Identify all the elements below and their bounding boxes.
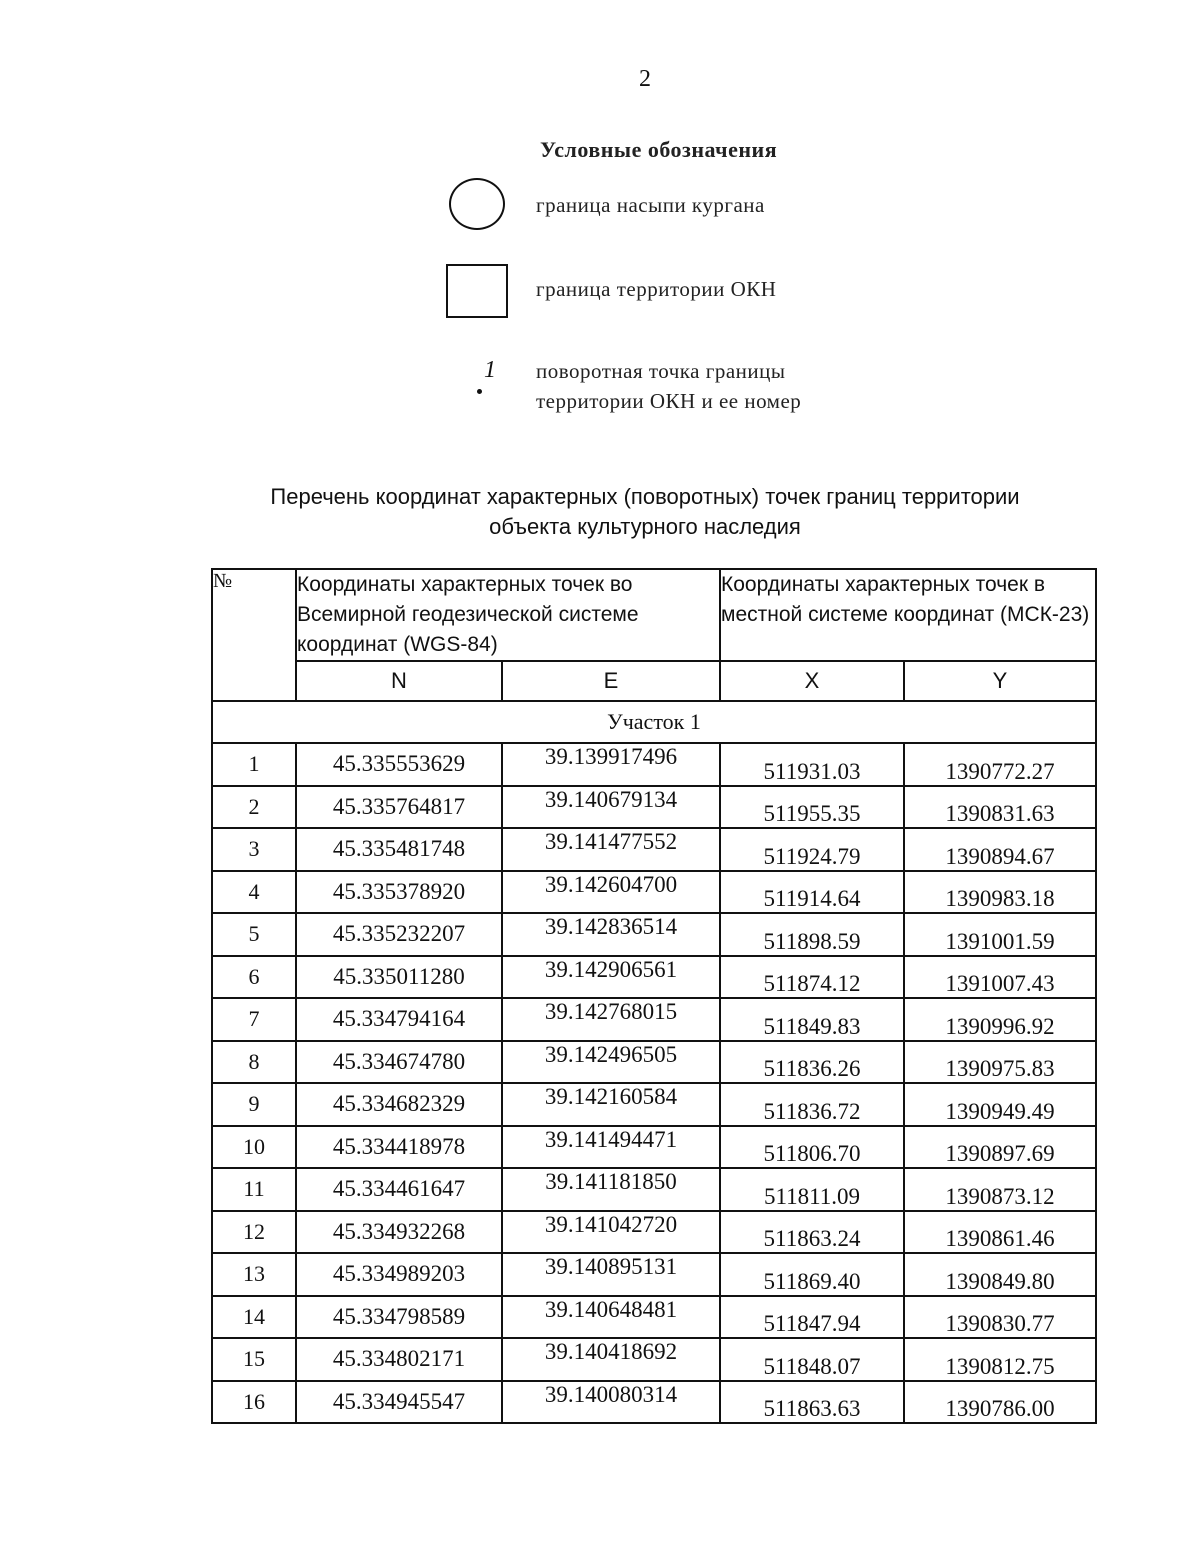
coord-x: 511849.83 bbox=[720, 998, 904, 1041]
row-number: 1 bbox=[212, 743, 296, 786]
coord-n: 45.334989203 bbox=[296, 1253, 502, 1296]
row-number: 11 bbox=[212, 1168, 296, 1211]
coord-y: 1391001.59 bbox=[904, 913, 1096, 956]
point-icon bbox=[477, 389, 482, 394]
coord-e: 39.142768015 bbox=[502, 998, 720, 1041]
coord-e: 39.141181850 bbox=[502, 1168, 720, 1211]
row-number: 2 bbox=[212, 786, 296, 829]
row-number: 15 bbox=[212, 1338, 296, 1381]
coord-y: 1390772.27 bbox=[904, 743, 1096, 786]
table-row bbox=[212, 1126, 1096, 1169]
caption-line1: Перечень координат характерных (поворотных) точек границ территории bbox=[270, 484, 1020, 509]
coord-e: 39.141042720 bbox=[502, 1211, 720, 1254]
header-e: E bbox=[502, 661, 720, 701]
coord-n: 45.334802171 bbox=[296, 1338, 502, 1381]
row-number: 8 bbox=[212, 1041, 296, 1084]
coord-y: 1390849.80 bbox=[904, 1253, 1096, 1296]
coord-n: 45.334932268 bbox=[296, 1211, 502, 1254]
table-row bbox=[212, 998, 1096, 1041]
table-row bbox=[212, 1041, 1096, 1084]
coord-n: 45.334461647 bbox=[296, 1168, 502, 1211]
coord-e: 39.140679134 bbox=[502, 786, 720, 829]
coord-n: 45.335011280 bbox=[296, 956, 502, 999]
caption-line2: объекта культурного наследия bbox=[489, 514, 801, 539]
coordinates-table bbox=[211, 568, 1097, 1424]
section-label: Участок 1 bbox=[212, 701, 1096, 743]
legend-label-mound: граница насыпи кургана bbox=[536, 193, 765, 217]
table-row bbox=[212, 743, 1096, 786]
row-number: 13 bbox=[212, 1253, 296, 1296]
row-number: 6 bbox=[212, 956, 296, 999]
coord-y: 1390873.12 bbox=[904, 1168, 1096, 1211]
coord-y: 1390949.49 bbox=[904, 1083, 1096, 1126]
circle-icon bbox=[449, 178, 505, 230]
coord-n: 45.335232207 bbox=[296, 913, 502, 956]
table-row bbox=[212, 913, 1096, 956]
table-row bbox=[212, 786, 1096, 829]
row-number: 9 bbox=[212, 1083, 296, 1126]
coord-y: 1390812.75 bbox=[904, 1338, 1096, 1381]
coord-e: 39.142604700 bbox=[502, 871, 720, 914]
coord-n: 45.334682329 bbox=[296, 1083, 502, 1126]
table-row bbox=[212, 1083, 1096, 1126]
coord-y: 1390897.69 bbox=[904, 1126, 1096, 1169]
coord-x: 511924.79 bbox=[720, 828, 904, 871]
header-n: N bbox=[296, 661, 502, 701]
table-row bbox=[212, 1211, 1096, 1254]
table-row bbox=[212, 1296, 1096, 1339]
coord-y: 1390975.83 bbox=[904, 1041, 1096, 1084]
coord-y: 1390786.00 bbox=[904, 1381, 1096, 1424]
coord-y: 1390996.92 bbox=[904, 998, 1096, 1041]
header-wgs: Координаты характерных точек во Всемирной геодезической системе координат (WGS-84) bbox=[296, 569, 720, 661]
table-row bbox=[212, 871, 1096, 914]
table-row bbox=[212, 1168, 1096, 1211]
header-num: № bbox=[212, 569, 296, 701]
coord-n: 45.334798589 bbox=[296, 1296, 502, 1339]
coord-e: 39.140648481 bbox=[502, 1296, 720, 1339]
row-number: 5 bbox=[212, 913, 296, 956]
coord-n: 45.335553629 bbox=[296, 743, 502, 786]
coord-x: 511931.03 bbox=[720, 743, 904, 786]
coord-y: 1390831.63 bbox=[904, 786, 1096, 829]
coord-e: 39.140080314 bbox=[502, 1381, 720, 1424]
table-row bbox=[212, 1381, 1096, 1424]
coord-y: 1390830.77 bbox=[904, 1296, 1096, 1339]
header-msk: Координаты характерных точек в местной системе координат (МСК-23) bbox=[720, 569, 1096, 661]
page-number: 2 bbox=[639, 66, 651, 92]
row-number: 3 bbox=[212, 828, 296, 871]
row-number: 12 bbox=[212, 1211, 296, 1254]
coord-e: 39.142906561 bbox=[502, 956, 720, 999]
coord-y: 1390983.18 bbox=[904, 871, 1096, 914]
table-row bbox=[212, 1253, 1096, 1296]
coord-x: 511869.40 bbox=[720, 1253, 904, 1296]
coord-x: 511847.94 bbox=[720, 1296, 904, 1339]
coord-x: 511955.35 bbox=[720, 786, 904, 829]
header-y: Y bbox=[904, 661, 1096, 701]
legend-label-territory: граница территории ОКН bbox=[536, 277, 777, 301]
point-number: 1 bbox=[484, 357, 496, 383]
coord-y: 1390861.46 bbox=[904, 1211, 1096, 1254]
coord-x: 511874.12 bbox=[720, 956, 904, 999]
row-number: 4 bbox=[212, 871, 296, 914]
coord-e: 39.142836514 bbox=[502, 913, 720, 956]
row-number: 16 bbox=[212, 1381, 296, 1424]
coord-e: 39.140895131 bbox=[502, 1253, 720, 1296]
row-number: 7 bbox=[212, 998, 296, 1041]
row-number: 10 bbox=[212, 1126, 296, 1169]
coord-x: 511836.26 bbox=[720, 1041, 904, 1084]
legend-label-point-line1: поворотная точка границы bbox=[536, 359, 786, 383]
coord-y: 1390894.67 bbox=[904, 828, 1096, 871]
coord-e: 39.139917496 bbox=[502, 743, 720, 786]
coord-x: 511914.64 bbox=[720, 871, 904, 914]
coord-n: 45.334945547 bbox=[296, 1381, 502, 1424]
coord-x: 511836.72 bbox=[720, 1083, 904, 1126]
coord-n: 45.335481748 bbox=[296, 828, 502, 871]
coord-x: 511898.59 bbox=[720, 913, 904, 956]
square-icon bbox=[446, 264, 508, 318]
coord-x: 511848.07 bbox=[720, 1338, 904, 1381]
table-row bbox=[212, 828, 1096, 871]
coord-n: 45.334674780 bbox=[296, 1041, 502, 1084]
coord-e: 39.141477552 bbox=[502, 828, 720, 871]
coord-n: 45.334794164 bbox=[296, 998, 502, 1041]
coord-n: 45.335764817 bbox=[296, 786, 502, 829]
coord-e: 39.142160584 bbox=[502, 1083, 720, 1126]
legend-title: Условные обозначения bbox=[540, 137, 778, 162]
header-x: X bbox=[720, 661, 904, 701]
row-number: 14 bbox=[212, 1296, 296, 1339]
coord-x: 511811.09 bbox=[720, 1168, 904, 1211]
table-row bbox=[212, 956, 1096, 999]
coord-n: 45.334418978 bbox=[296, 1126, 502, 1169]
coord-e: 39.140418692 bbox=[502, 1338, 720, 1381]
coord-e: 39.142496505 bbox=[502, 1041, 720, 1084]
table-row bbox=[212, 1338, 1096, 1381]
coord-y: 1391007.43 bbox=[904, 956, 1096, 999]
coord-x: 511863.24 bbox=[720, 1211, 904, 1254]
coord-n: 45.335378920 bbox=[296, 871, 502, 914]
legend-label-point-line2: территории ОКН и ее номер bbox=[536, 389, 802, 413]
table-caption bbox=[160, 482, 1130, 542]
coord-e: 39.141494471 bbox=[502, 1126, 720, 1169]
coord-x: 511806.70 bbox=[720, 1126, 904, 1169]
coord-x: 511863.63 bbox=[720, 1381, 904, 1424]
